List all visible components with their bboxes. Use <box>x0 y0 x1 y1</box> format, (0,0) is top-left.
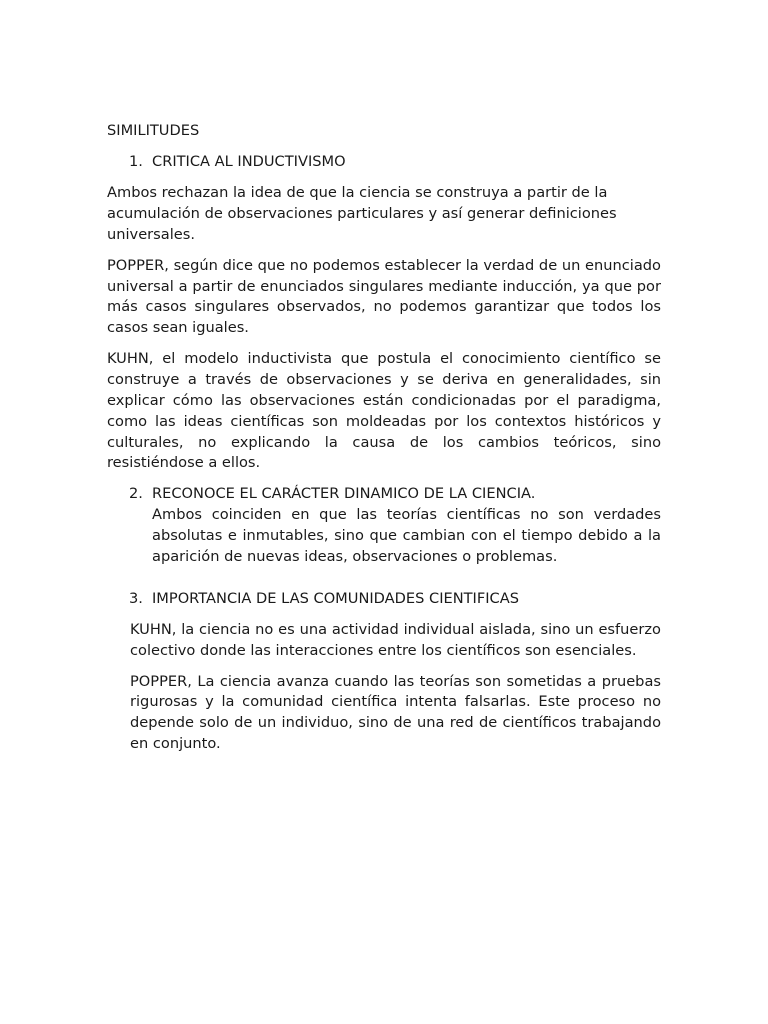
list-number: 3. <box>129 589 143 607</box>
paragraph: POPPER, La ciencia avanza cuando las teorías son sometidas a pruebas rigurosas y la comunidad científica intenta falsarlas. Este proceso no depende solo de un individuo, sino de una red de científicos trabajando en conjunto. <box>130 672 661 752</box>
paragraph: KUHN, el modelo inductivista que postula el conocimiento científico se construye a través de observaciones y se deriva en generalidades, sin explicar cómo las observaciones están condicionadas por el paradigma, como las ideas científicas son moldeadas por los contextos históricos y culturales, no explicando la causa de los cambios teóricos, sino resistiéndose a ellos. <box>107 350 661 472</box>
list-item-3 <box>107 589 661 610</box>
list-heading: IMPORTANCIA DE LAS COMUNIDADES CIENTIFICAS <box>152 589 519 607</box>
paragraph: Ambos rechazan la idea de que la ciencia se construya a partir de la acumulación de observaciones particulares y así generar definiciones universales. <box>107 184 617 243</box>
list-number: 2. <box>129 485 143 503</box>
list-item-1 <box>107 152 661 173</box>
paragraph: KUHN, la ciencia no es una actividad individual aislada, sino un esfuerzo colectivo donde las interacciones entre los científicos son esenciales. <box>130 620 661 659</box>
list-number: 1. <box>129 153 143 171</box>
list-heading: RECONOCE EL CARÁCTER DINAMICO DE LA CIENCIA. <box>152 485 536 503</box>
paragraph: Ambos coinciden en que las teorías científicas no son verdades absolutas e inmutables, sino que cambian con el tiempo debido a la aparición de nuevas ideas, observaciones o problemas. <box>152 506 661 565</box>
list-item-2 <box>107 484 661 567</box>
list-heading: CRITICA AL INDUCTIVISMO <box>152 153 346 171</box>
paragraph: POPPER, según dice que no podemos establecer la verdad de un enunciado universal a partir de enunciados singulares mediante inducción, ya que por más casos singulares observados, no podemos garantizar que todos los casos sean iguales. <box>107 256 661 337</box>
section-title: SIMILITUDES <box>107 122 200 139</box>
document-page <box>107 121 661 755</box>
